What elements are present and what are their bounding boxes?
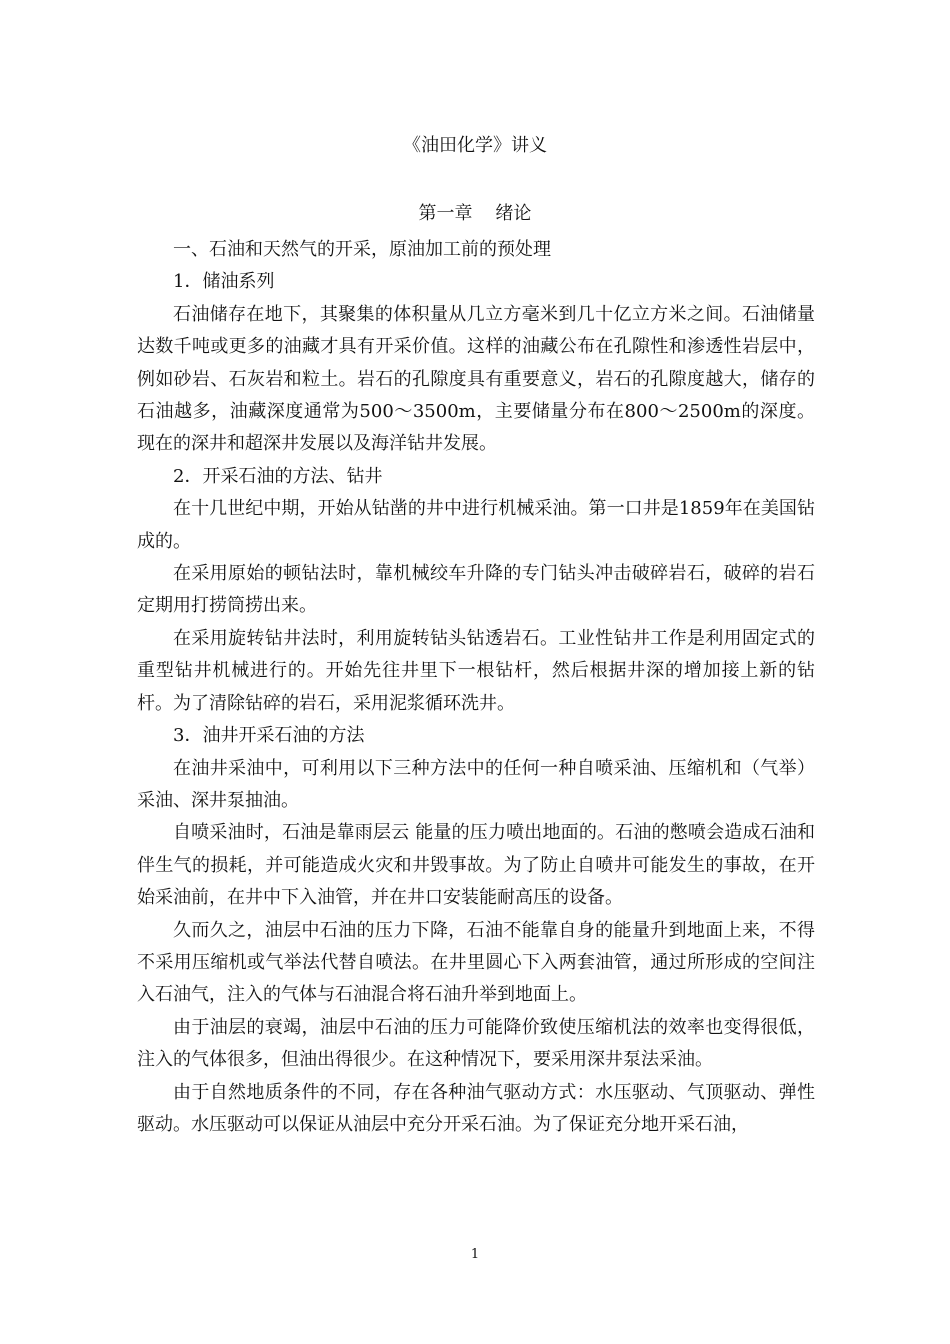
body-paragraph: 久而久之，油层中石油的压力下降，石油不能靠自身的能量升到地面上来，不得不采用压缩机或气举法代替自喷法。在井里圆心下入两套油管，通过所形成的空间注入石油气，注入的气体与石油混合将石油升举到地面上。 [137, 919, 815, 1006]
body-paragraph: 在采用旋转钻井法时，利用旋转钻头钻透岩石。工业性钻井工作是利用固定式的重型钻井机械进行的。开始先往井里下一根钻杆，然后根据井深的增加接上新的钻杆。为了清除钻碎的岩石，采用泥浆循环洗井。 [137, 627, 815, 714]
document-body [137, 234, 815, 1141]
body-paragraph: 由于油层的衰竭，油层中石油的压力可能降价致使压缩机法的效率也变得很低，注入的气体很多，但油出得很少。在这种情况下，要采用深井泵法采油。 [137, 1016, 815, 1071]
page-number: 1 [470, 1247, 480, 1262]
body-paragraph: 石油储存在地下，其聚集的体积量从几立方毫米到几十亿立方米之间。石油储量达数千吨或更多的油藏才具有开采价值。这样的油藏公布在孔隙性和渗透性岩层中，例如砂岩、石灰岩和粒土。岩石的孔隙度具有重要意义，岩石的孔隙度越大，储存的石油越多，油藏深度通常为500～3500m，主要储量分布在800～2500m的深度。现在的深井和超深井发展以及海洋钻井发展。 [137, 303, 815, 455]
subsection-heading: 1．储油系列 [173, 271, 275, 293]
body-paragraph: 在油井采油中，可利用以下三种方法中的任何一种自喷采油、压缩机和（气举）采油、深井泵抽油。 [137, 757, 815, 811]
body-paragraph: 自喷采油时，石油是靠雨层云 能量的压力喷出地面的。石油的憋喷会造成石油和伴生气的损耗，并可能造成火灾和井毁事故。为了防止自喷井可能发生的事故，在开始采油前，在井中下入油管，并在井口安装能耐高压的设备。 [137, 822, 815, 909]
section-heading: 一、石油和天然气的开采，原油加工前的预处理 [173, 239, 551, 260]
body-paragraph: 由于自然地质条件的不同，存在各种油气驱动方式：水压驱动、气顶驱动、弹性驱动。水压驱动可以保证从油层中充分开采石油。为了保证充分地开采石油， [137, 1081, 815, 1135]
subsection-heading: 2．开采石油的方法、钻井 [173, 465, 383, 487]
subsection-heading: 3．油井开采石油的方法 [173, 725, 365, 747]
document-title: 《油田化学》讲义 [403, 135, 547, 156]
body-paragraph: 在十几世纪中期，开始从钻凿的井中进行机械采油。第一口井是1859年在美国钻成的。 [137, 498, 815, 552]
body-paragraph: 在采用原始的顿钻法时，靠机械绞车升降的专门钻头冲击破碎岩石，破碎的岩石定期用打捞筒捞出来。 [137, 563, 815, 617]
chapter-title: 第一章 绪论 [418, 203, 532, 224]
